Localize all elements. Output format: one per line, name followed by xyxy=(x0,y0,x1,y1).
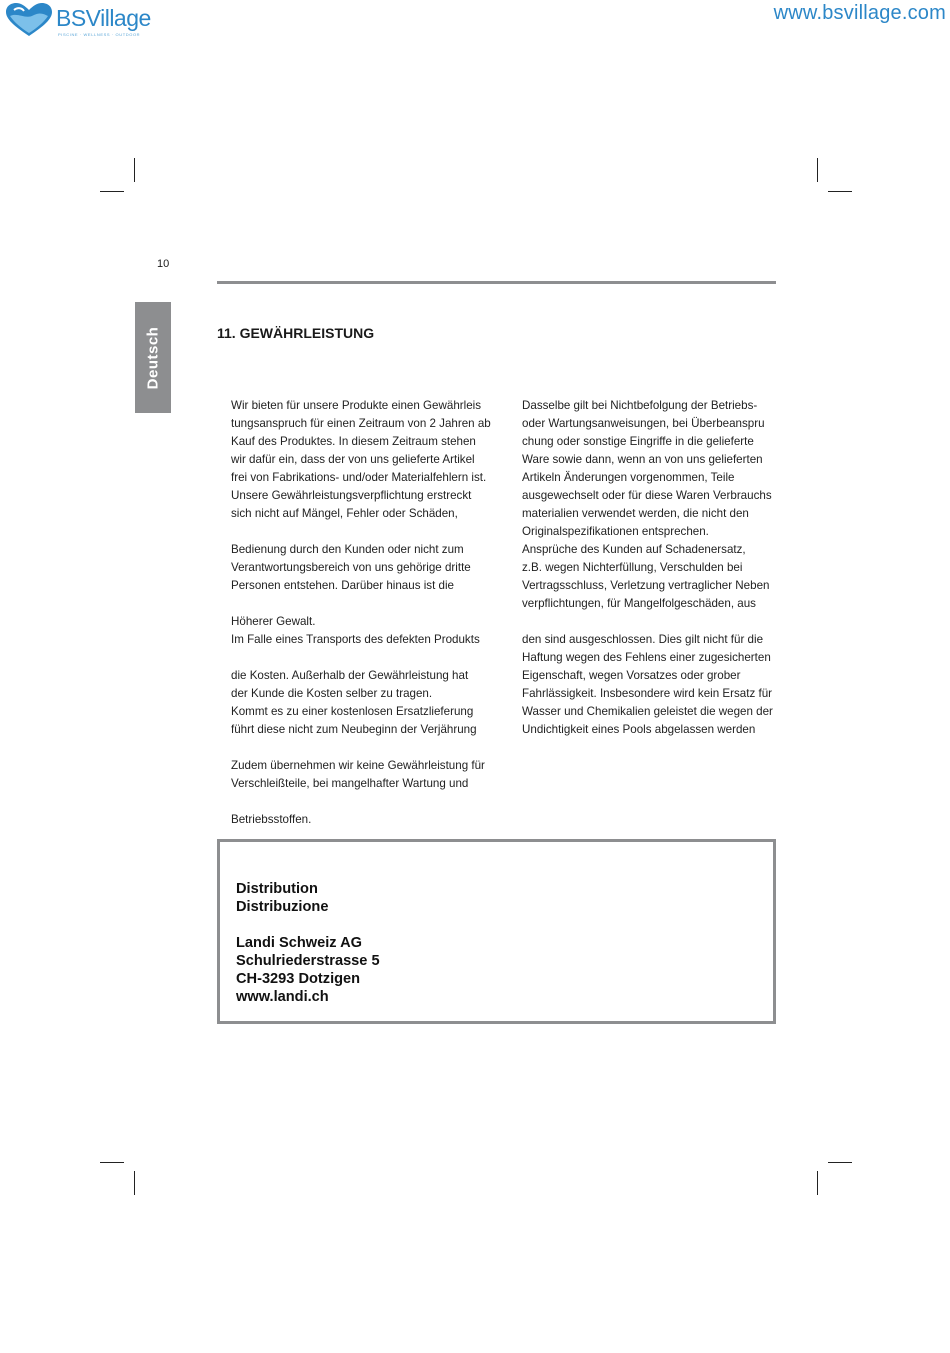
text-line: Zudem übernehmen wir keine Gewährleistung für xyxy=(231,759,485,772)
text-line: Ansprüche des Kunden auf Schadenersatz, xyxy=(522,543,746,556)
text-line: Vertragsschluss, Verletzung vertraglicher Neben xyxy=(522,579,770,592)
company-name: Landi Schweiz AG xyxy=(236,935,362,951)
heart-logo-icon xyxy=(4,2,54,38)
text-line: Wasser und Chemikalien geleistet die wegen der xyxy=(522,705,773,718)
crop-mark xyxy=(134,1171,135,1195)
crop-mark xyxy=(828,1162,852,1163)
text-line: z.B. wegen Nichterfüllung, Verschulden bei xyxy=(522,561,743,574)
text-line: materialien verwendet werden, die nicht den xyxy=(522,507,749,520)
text-line: tungsanspruch für einen Zeitraum von 2 Jahren ab xyxy=(231,417,491,430)
text-line: Eigenschaft, wegen Vorsatzes oder grober xyxy=(522,669,741,682)
text-line: Undichtigkeit eines Pools abgelassen werden xyxy=(522,723,756,736)
text-line: den sind ausgeschlossen. Dies gilt nicht für die xyxy=(522,633,764,646)
site-url-link[interactable]: www.bsvillage.com xyxy=(773,2,946,24)
page-number: 10 xyxy=(157,258,170,270)
crop-mark xyxy=(100,191,124,192)
text-line: sich nicht auf Mängel, Fehler oder Schäden, xyxy=(231,507,458,520)
distribution-address xyxy=(236,880,380,1006)
left-text-column xyxy=(231,397,493,829)
text-line: chung oder sonstige Eingriffe in die gelieferte xyxy=(522,435,754,448)
distribution-label-de: Distribution xyxy=(236,881,318,897)
text-line: führt diese nicht zum Neubeginn der Verjährung xyxy=(231,723,477,736)
text-line: Im Falle eines Transports des defekten Produkts xyxy=(231,633,480,646)
text-line: Verantwortungsbereich von uns gehörige dritte xyxy=(231,561,471,574)
text-line: die Kosten. Außerhalb der Gewährleistung hat xyxy=(231,669,469,682)
text-line: verpflichtungen, für Mangelfolgeschäden, aus xyxy=(522,597,756,610)
text-line: Bedienung durch den Kunden oder nicht zum xyxy=(231,543,464,556)
text-line: Personen entstehen. Darüber hinaus ist die xyxy=(231,579,454,592)
text-line: Dasselbe gilt bei Nichtbefolgung der Betriebs- xyxy=(522,399,758,412)
text-line: der Kunde die Kosten selber zu tragen. xyxy=(231,687,433,700)
header-rule xyxy=(217,281,776,284)
text-line: oder Wartungsanweisungen, bei Überbeanspru xyxy=(522,417,765,430)
company-street: Schulriederstrasse 5 xyxy=(236,953,380,969)
text-line: Höherer Gewalt. xyxy=(231,615,316,628)
right-text-column xyxy=(522,397,784,739)
language-tab xyxy=(135,302,171,413)
crop-mark xyxy=(817,158,818,182)
crop-mark xyxy=(828,191,852,192)
crop-mark xyxy=(100,1162,124,1163)
text-line: Unsere Gewährleistungsverpflichtung erstreckt xyxy=(231,489,472,502)
bsvillage-logo[interactable] xyxy=(4,2,154,42)
text-line: ausgewechselt oder für diese Waren Verbrauchs xyxy=(522,489,772,502)
text-line: Haftung wegen des Fehlens einer zugesicherten xyxy=(522,651,771,664)
crop-mark xyxy=(134,158,135,182)
text-line: Verschleißteile, bei mangelhafter Wartung und xyxy=(231,777,469,790)
distribution-box xyxy=(217,839,776,1024)
text-line: Originalspezifikationen entsprechen. xyxy=(522,525,709,538)
logo-tagline: PISCINE · WELLNESS · OUTDOOR xyxy=(58,32,141,37)
text-line: wir dafür ein, dass der von uns gelieferte Artikel xyxy=(231,453,475,466)
company-website[interactable]: www.landi.ch xyxy=(236,989,329,1005)
text-line: Wir bieten für unsere Produkte einen Gewährleis xyxy=(231,399,482,412)
text-line: frei von Fabrikations- und/oder Materialfehlern ist. xyxy=(231,471,487,484)
text-line: Artikeln Änderungen vorgenommen, Teile xyxy=(522,471,735,484)
text-line: Kommt es zu einer kostenlosen Ersatzlieferung xyxy=(231,705,474,718)
company-city: CH-3293 Dotzigen xyxy=(236,971,361,987)
logo-name: BSVillage xyxy=(56,5,151,31)
text-line: Ware sowie dann, wenn an von uns gelieferten xyxy=(522,453,763,466)
crop-mark xyxy=(817,1171,818,1195)
text-line: Kauf des Produktes. In diesem Zeitraum stehen xyxy=(231,435,476,448)
section-title: 11. GEWÄHRLEISTUNG xyxy=(217,325,375,341)
distribution-label-it: Distribuzione xyxy=(236,899,329,915)
text-line: Betriebsstoffen. xyxy=(231,813,312,826)
language-tab-label: Deutsch xyxy=(144,326,162,389)
text-line: Fahrlässigkeit. Insbesondere wird kein Ersatz für xyxy=(522,687,773,700)
